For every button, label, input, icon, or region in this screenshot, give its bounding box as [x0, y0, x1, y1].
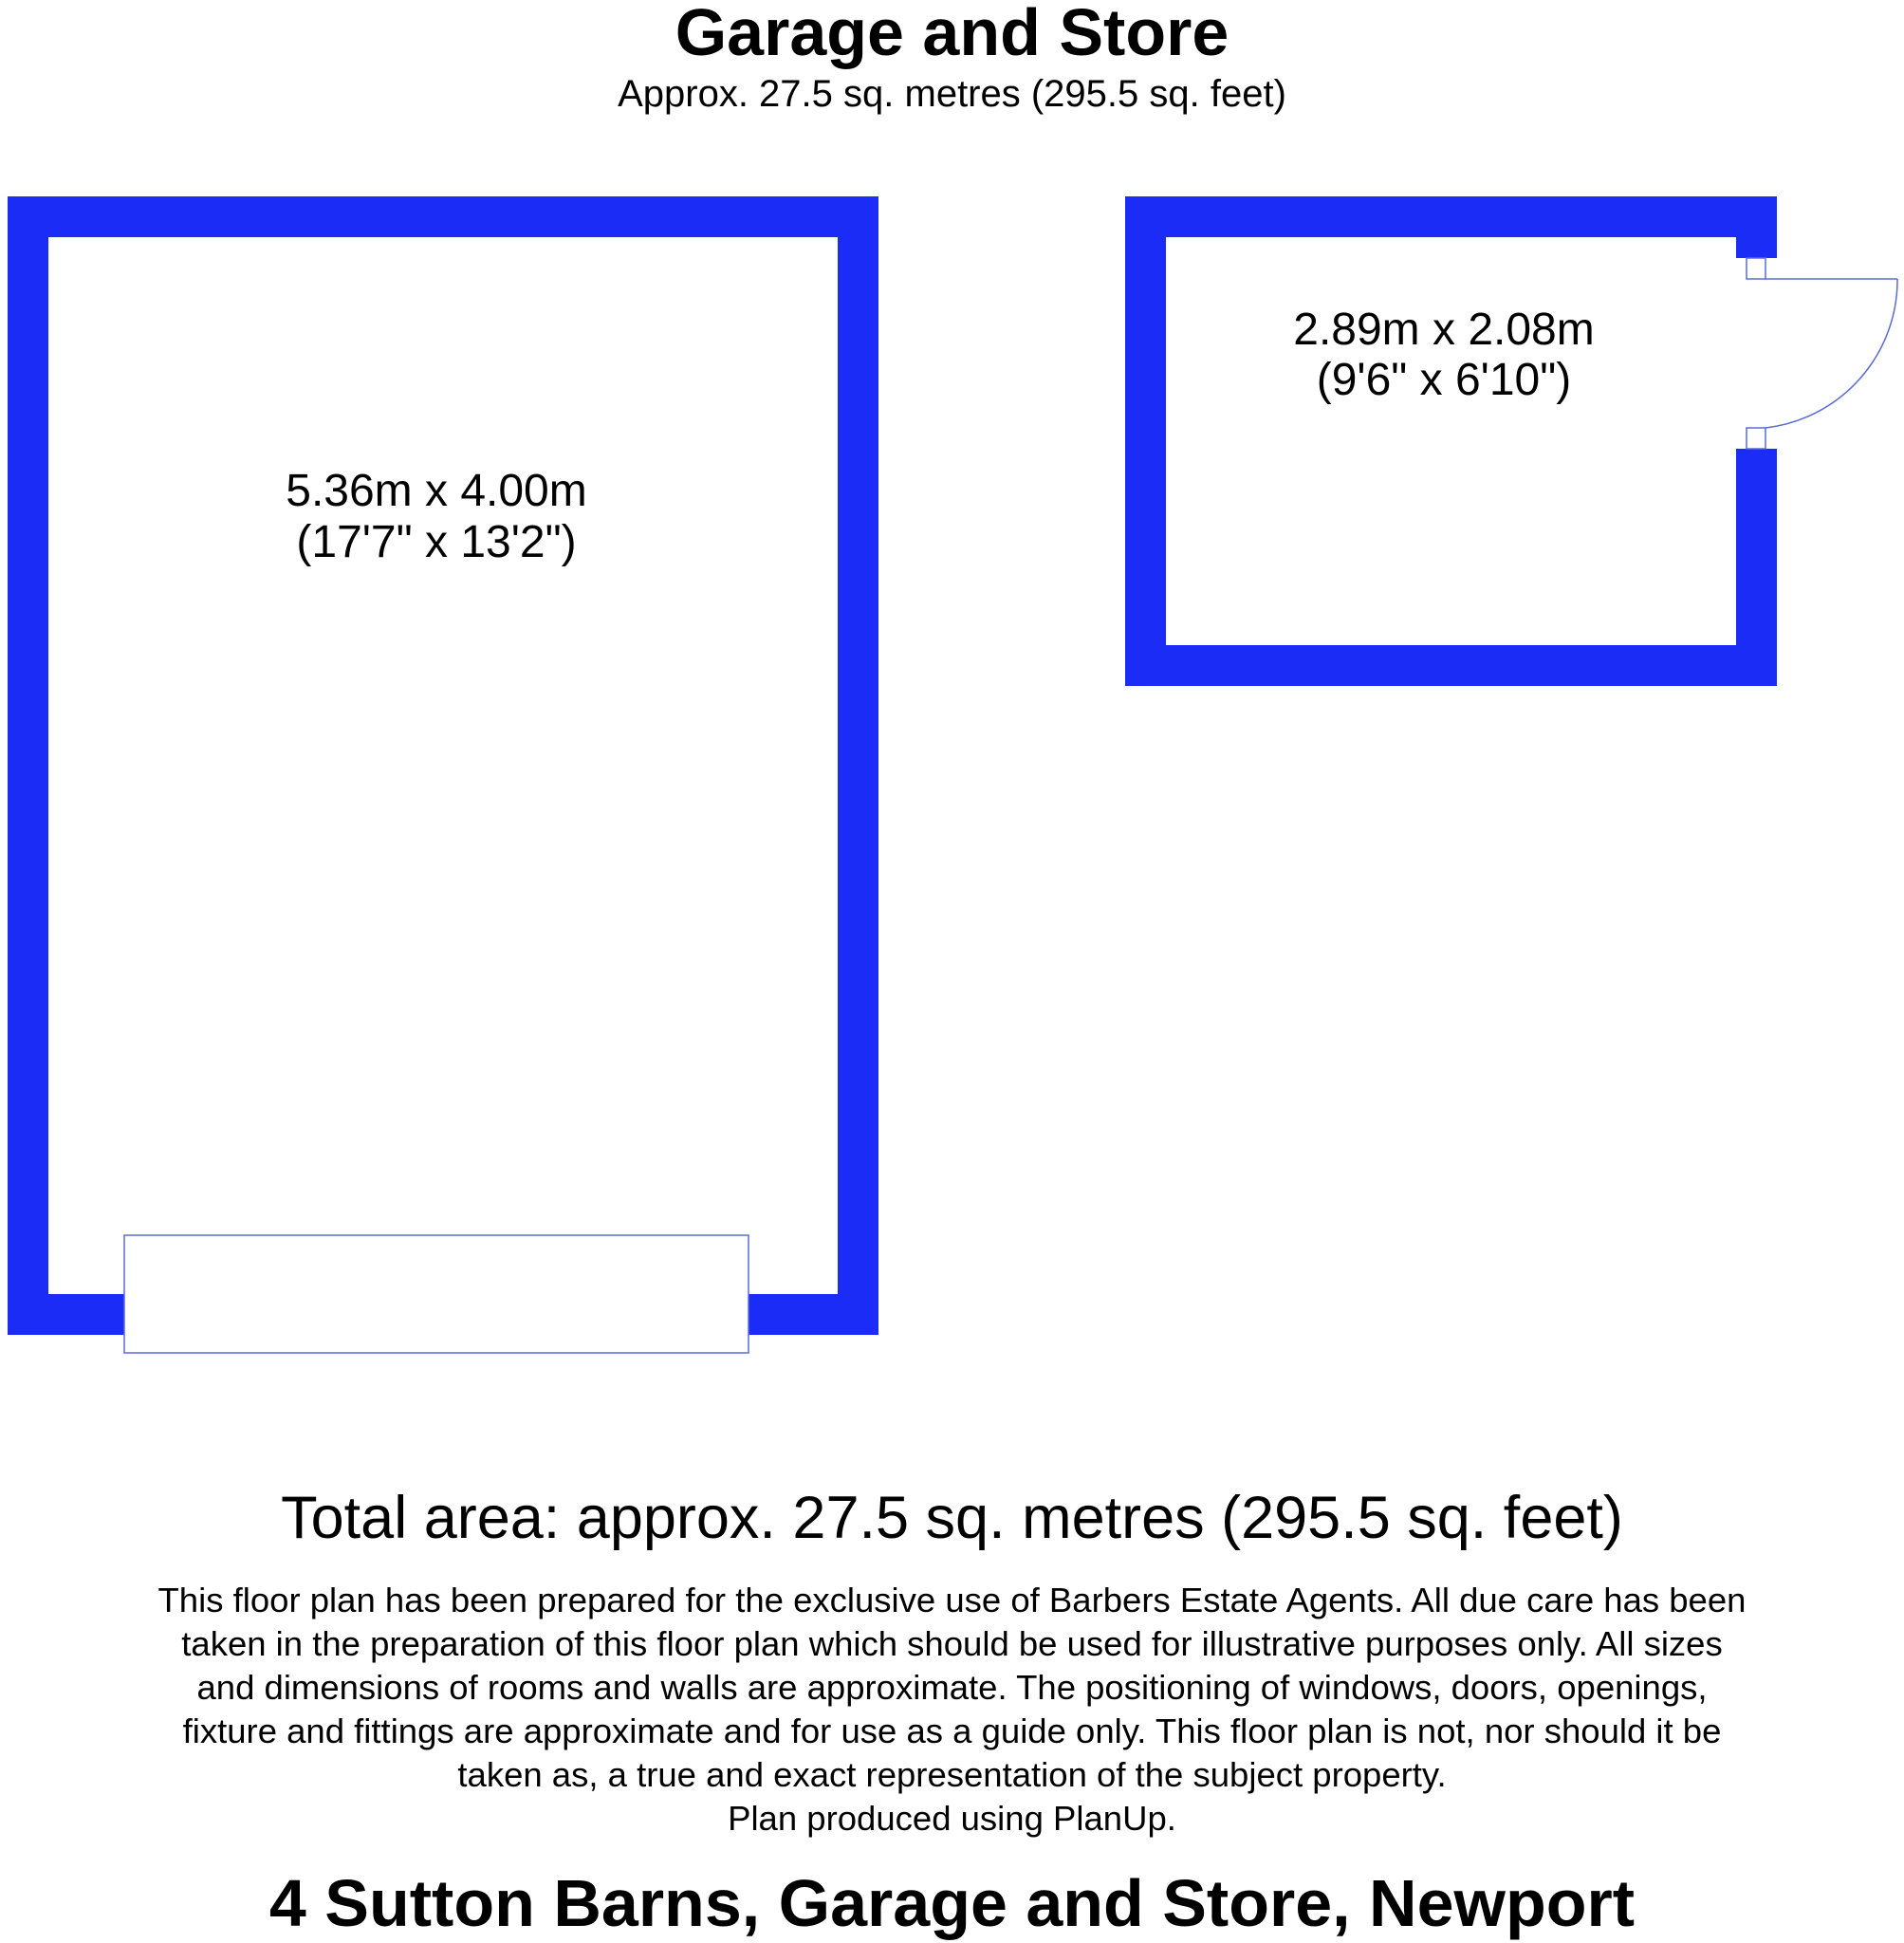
door-frame-bottom [1747, 428, 1765, 449]
disclaimer-line: This floor plan has been prepared for the exclusive use of Barbers Estate Agents. All due care has been [157, 1581, 1747, 1619]
disclaimer-line: and dimensions of rooms and walls are approximate. The positioning of windows, doors, openings, [196, 1668, 1708, 1707]
garage-walls [8, 196, 878, 1335]
garage-wall-right [838, 196, 878, 1335]
store-wall-right-upper [1736, 196, 1777, 258]
store-wall-right-lower [1736, 449, 1777, 686]
store-wall-left [1125, 196, 1166, 686]
garage-dim-imperial: (17'7" x 13'2") [296, 517, 577, 567]
disclaimer-line: taken in the preparation of this floor plan which should be used for illustrative purposes only. All sizes [181, 1624, 1723, 1663]
store-dim-metric: 2.89m x 2.08m [1293, 305, 1595, 355]
garage-wall-left [8, 196, 48, 1335]
store-door [1747, 258, 1897, 449]
store-wall-bottom [1125, 645, 1777, 686]
store-dim-imperial: (9'6" x 6'10") [1316, 355, 1572, 405]
door-frame-top [1747, 258, 1765, 279]
garage-wall-top [8, 196, 878, 237]
disclaimer-line: fixture and fittings are approximate and for use as a guide only. This floor plan is not, nor should it be [182, 1712, 1722, 1750]
door-swing-arc [1765, 279, 1897, 428]
garage-wall-bottom-left [8, 1294, 124, 1335]
disclaimer [38, 1579, 1866, 1841]
garage-dim-metric: 5.36m x 4.00m [286, 466, 587, 516]
store-walls [1125, 196, 1777, 686]
disclaimer-line: Plan produced using PlanUp. [728, 1799, 1176, 1838]
property-address: 4 Sutton Barns, Garage and Store, Newport [268, 1866, 1636, 1940]
garage-wall-bottom-right [749, 1294, 878, 1335]
total-area: Total area: approx. 27.5 sq. metres (295.5 sq. feet) [281, 1485, 1623, 1551]
garage-door [124, 1235, 749, 1353]
plan-title: Garage and Store [675, 0, 1229, 69]
disclaimer-line: taken as, a true and exact representation of the subject property. [457, 1755, 1447, 1794]
plan-subtitle: Approx. 27.5 sq. metres (295.5 sq. feet) [618, 73, 1286, 115]
store-wall-top [1125, 196, 1777, 237]
